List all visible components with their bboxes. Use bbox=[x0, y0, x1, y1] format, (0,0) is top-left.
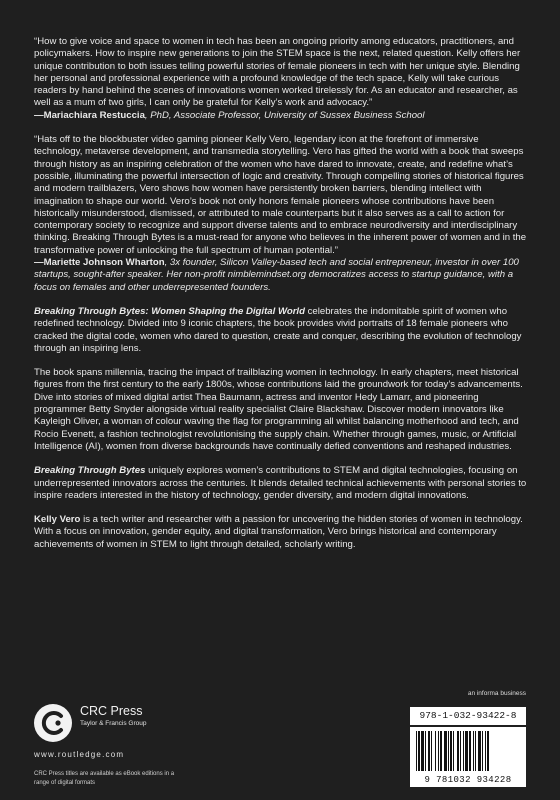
quote-text: “Hats off to the blockbuster video gaming pioneer Kelly Vero, legendary icon at the forefront of immersive technology, metaverse development, and transmedia storytelling. Vero has gifted the world with a book that sweeps through history as an inspiring celebration of the women who have dared to innovate, create, and redefine what’s possible, illuminating the powerful intersection of logic and creativity. Through compelling stories of historical figures and modern trailblazers, Vero shows how women have persistently broken barriers, blending intellect with imagination to shape our world. Vero’s book not only honors female pioneers whose contributions have been historically misunderstood, dismissed, or attributed to male counterparts but it also serves as a call to action for contemporary society to recognize and support diverse talents and to embrace neurodiversity and interdisciplinary thinking. Breaking Through Bytes is a must-read for anyone who believes in the inherent power of women and in the transformative power of unlocking the full spectrum of human potential.” bbox=[34, 134, 527, 256]
barcode-bar bbox=[428, 731, 430, 771]
barcode bbox=[410, 727, 526, 787]
barcode-bar bbox=[444, 731, 447, 771]
barcode-bar bbox=[485, 731, 486, 771]
barcode-bar bbox=[416, 731, 417, 771]
isbn-label: 978-1-032-93422-8 bbox=[410, 707, 526, 725]
ebook-note: CRC Press titles are available as eBook editions in a range of digital formats bbox=[34, 771, 175, 786]
author-name: Kelly Vero bbox=[34, 514, 81, 526]
description-text: celebrates the indomitable spirit of women who redefined technology. Divided into 9 iconic chapters, the book provides vivid portraits of 18 female pioneers who cracked the digital code, women who dared to question, create and conquer, describing the evolution of technology through an inspiring lens. bbox=[34, 305, 522, 354]
barcode-bar bbox=[469, 731, 471, 771]
barcode-bar bbox=[463, 731, 464, 771]
book-title-inline: Breaking Through Bytes: Women Shaping the Digital World bbox=[34, 305, 305, 317]
barcode-bar bbox=[431, 731, 432, 771]
description-text: uniquely explores women’s contributions to STEM and digital technologies, focusing on underrepresented innovators across the centuries. It blends detailed technical achievements with personal stories to inspire readers interested in the history of technology, gender diversity, and modern digital innovations. bbox=[34, 465, 527, 501]
barcode-bar bbox=[453, 731, 454, 771]
barcode-bar bbox=[438, 731, 439, 771]
publisher-url: www.routledge.com bbox=[34, 750, 125, 759]
barcode-bar bbox=[482, 731, 483, 771]
barcode-bar bbox=[440, 731, 442, 771]
quote-author-role: , PhD, Associate Professor, University of Sussex Business School bbox=[144, 109, 425, 121]
barcode-bar bbox=[450, 731, 452, 771]
barcode-bar bbox=[425, 731, 426, 771]
quote-author: —Mariachiara Restuccia bbox=[34, 109, 145, 121]
author-bio-text: is a tech writer and researcher with a passion for uncovering the hidden stories of women in technology. With a focus on innovation, gender equity, and digital transformation, Vero brings historical and contemporary achievements of women in STEM to light through detailed, scholarly writing. bbox=[34, 514, 523, 550]
book-description-focus bbox=[34, 465, 528, 502]
barcode-bar bbox=[478, 731, 481, 771]
book-title-inline: Breaking Through Bytes bbox=[34, 465, 146, 477]
crc-press-logo-icon bbox=[34, 704, 72, 742]
barcode-bar bbox=[487, 731, 489, 771]
endorsement-restuccia bbox=[34, 36, 528, 122]
book-description-span bbox=[34, 367, 528, 453]
barcode-bar bbox=[448, 731, 449, 771]
cover-text bbox=[34, 36, 528, 563]
barcode-bar bbox=[435, 731, 436, 771]
publisher-name: CRC Press bbox=[80, 704, 143, 718]
barcode-number: 9 781032 934228 bbox=[424, 775, 512, 785]
publisher-subtitle: Taylor & Francis Group bbox=[80, 720, 147, 727]
quote-author-role: , 3x founder, Silicon Valley-based tech and social entrepreneur, investor in over 100 startups, sought-after speaker. Her non-profit nimblemindset.org democratizes access to startup guidance, with a focus on females and other underrepresented founders. bbox=[34, 257, 519, 293]
barcode-bar bbox=[473, 731, 474, 771]
author-bio bbox=[34, 514, 528, 551]
barcode-bar bbox=[418, 731, 420, 771]
barcode-bar bbox=[465, 731, 468, 771]
cover-footer bbox=[0, 690, 560, 800]
barcode-bar bbox=[421, 731, 424, 771]
book-description-intro bbox=[34, 306, 528, 355]
quote-text: “How to give voice and space to women in tech has been an ongoing priority among educators, practitioners, and policymakers. How to inspire new generations to join the STEM space is the next, related question. Kelly offers her unique contribution to both issues telling powerful stories of female pioneers in tech with her unique style. Blending her personal and professional experience with a profound knowledge of the tech space, Kelly will take curious readers by hand behind the scenes of innovations women worked tirelessly for. As an educator and researcher, as well as a mum of two girls, I can only be grateful for Kelly’s work and advocacy.” bbox=[34, 36, 521, 109]
barcode-bar bbox=[457, 731, 459, 771]
endorsement-wharton bbox=[34, 134, 528, 294]
description-text: The book spans millennia, tracing the impact of trailblazing women in technology. In early chapters, meet historical figures from the first century to the early 1800s, whose contributions laid the groundwork for today’s advancements. Dive into stories of mixed digital artist Thea Baumann, actress and inventor Hedy Lamarr, and pioneering programmer Betty Snyder alongside virtual reality specialist Claire Blackshaw. Discover modern innovators like Kayleigh Oliver, a woman of colour waving the flag for programming all whilst balancing motherhood and tech, and Rocio Evenett, a fashion technologist revolutionising the supply chain. Whether through games, music, or Artificial Intelligence (AI), women from diverse backgrounds have continually defied conventions and reshaped industries. bbox=[34, 367, 523, 452]
barcode-bar bbox=[475, 731, 476, 771]
informa-tagline: an informa business bbox=[467, 690, 526, 697]
barcode-bars bbox=[410, 727, 526, 775]
barcode-bar bbox=[460, 731, 461, 771]
quote-author: —Mariette Johnson Wharton bbox=[34, 257, 165, 269]
